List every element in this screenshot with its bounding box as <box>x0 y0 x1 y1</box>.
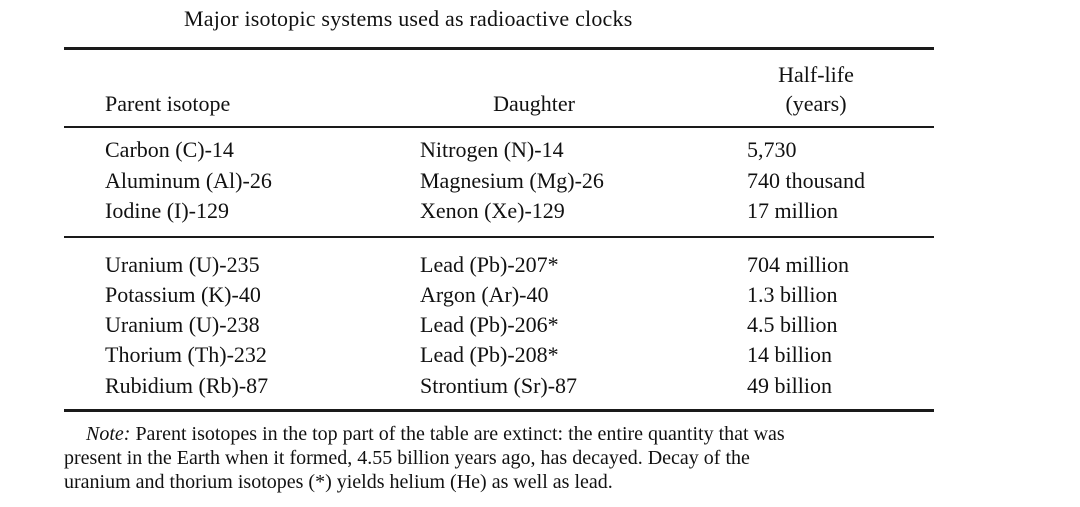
cell-half-life: 1.3 billion <box>747 282 838 307</box>
cell-parent: Iodine (I)-129 <box>105 198 230 223</box>
cell-half-life: 740 thousand <box>747 168 865 193</box>
cell-daughter: Magnesium (Mg)-26 <box>420 168 604 193</box>
header-half-life: Half-life <box>778 62 854 87</box>
header-half-life-unit: (years) <box>785 91 847 116</box>
cell-daughter: Lead (Pb)-207* <box>420 252 559 277</box>
table-note <box>64 422 936 494</box>
cell-half-life: 4.5 billion <box>747 312 838 337</box>
cell-half-life: 17 million <box>747 198 839 223</box>
cell-daughter: Strontium (Sr)-87 <box>420 373 578 398</box>
cell-half-life: 49 billion <box>747 373 832 398</box>
group-divider-rule <box>64 236 934 238</box>
top-rule <box>64 47 934 50</box>
header-daughter: Daughter <box>493 91 575 116</box>
note-line-1 <box>64 422 936 446</box>
cell-daughter: Argon (Ar)-40 <box>420 282 549 307</box>
cell-half-life: 5,730 <box>747 137 797 162</box>
note-line-3: uranium and thorium isotopes (*) yields helium (He) as well as lead. <box>64 471 613 493</box>
cell-daughter: Xenon (Xe)-129 <box>420 198 565 223</box>
cell-half-life: 14 billion <box>747 342 832 367</box>
cell-half-life: 704 million <box>747 252 850 277</box>
header-parent-isotope: Parent isotope <box>105 91 231 116</box>
cell-parent: Thorium (Th)-232 <box>105 342 267 367</box>
table-title: Major isotopic systems used as radioactive clocks <box>184 6 633 31</box>
header-rule <box>64 126 934 128</box>
cell-parent: Uranium (U)-235 <box>105 252 260 277</box>
cell-daughter: Lead (Pb)-208* <box>420 342 559 367</box>
cell-parent: Uranium (U)-238 <box>105 312 260 337</box>
cell-parent: Rubidium (Rb)-87 <box>105 373 269 398</box>
note-label: Note: <box>86 423 131 445</box>
cell-parent: Aluminum (Al)-26 <box>105 168 272 193</box>
cell-parent: Potassium (K)-40 <box>105 282 261 307</box>
cell-daughter: Nitrogen (N)-14 <box>420 137 564 162</box>
note-text-1: Parent isotopes in the top part of the table are extinct: the entire quantity that was <box>130 423 785 445</box>
note-line-2: present in the Earth when it formed, 4.55 billion years ago, has decayed. Decay of the <box>64 447 750 469</box>
bottom-rule <box>64 409 934 412</box>
cell-parent: Carbon (C)-14 <box>105 137 234 162</box>
cell-daughter: Lead (Pb)-206* <box>420 312 559 337</box>
